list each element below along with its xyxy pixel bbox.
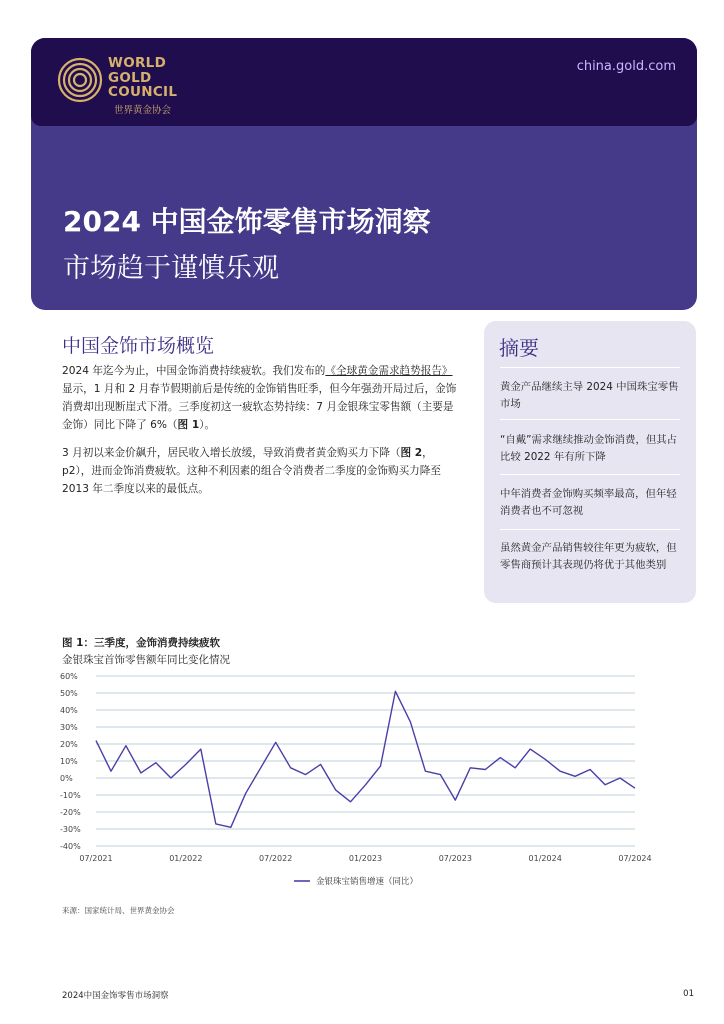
retail-growth-line-chart — [58, 668, 658, 898]
figure-title: 图 1：三季度，金饰消费持续疲软 — [62, 637, 220, 649]
logo-chinese-name: 世界黄金协会 — [114, 105, 172, 116]
logo-line-3: COUNCIL — [108, 84, 178, 100]
summary-divider — [500, 367, 680, 368]
x-tick-label: 01/2024 — [528, 854, 562, 863]
summary-item-4: 虽然黄金产品销售较往年更为疲软，但零售商预计其表现仍将优于其他类别 — [500, 542, 677, 571]
summary-heading: 摘要 — [499, 336, 539, 360]
x-tick-label: 07/2022 — [259, 854, 293, 863]
y-tick-label: 20% — [60, 740, 78, 749]
x-tick-label: 07/2021 — [79, 854, 113, 863]
x-tick-label: 01/2022 — [169, 854, 203, 863]
figure-subtitle: 金银珠宝首饰零售额年同比变化情况 — [62, 654, 230, 666]
page-subtitle: 市场趋于谨慎乐观 — [63, 253, 279, 284]
page-number: 01 — [683, 989, 694, 999]
p1-text-b: 显示，1 月和 2 月春节假期前后是传统的金饰销售旺季，但今年强劲开局过后，金饰消费却出现断崖式下滑。三季度初这一疲软态势持续：7 月金银珠宝零售额（主要是金饰）同比下降了 6%（ — [62, 383, 457, 431]
x-tick-label: 07/2023 — [438, 854, 472, 863]
summary-divider — [500, 529, 680, 530]
p2-text-b: ，p2），进而金饰消费疲软。这种不利因素的组合令消费者二季度的金饰购买力降至 2013 年二季度以来的最低点。 — [62, 447, 441, 495]
x-tick-label: 07/2024 — [618, 854, 652, 863]
summary-item-3: 中年消费者金饰购买频率最高，但年轻消费者也不可忽视 — [500, 488, 677, 517]
y-tick-label: 60% — [60, 672, 78, 681]
y-tick-label: -10% — [60, 791, 81, 800]
y-tick-label: 40% — [60, 706, 78, 715]
p2-text-a: 3 月初以来金价飙升，居民收入增长放缓，导致消费者黄金购买力下降（ — [62, 447, 401, 459]
gold-demand-trends-link[interactable]: 《全球黄金需求趋势报告》 — [325, 365, 453, 377]
p1-text-c: ）。 — [199, 419, 216, 431]
summary-divider — [500, 474, 680, 475]
summary-item-2: “自戴”需求继续推动金饰消费，但其占比较 2022 年有所下降 — [500, 434, 678, 463]
footer-title: 2024中国金饰零售市场洞察 — [62, 991, 169, 1001]
y-tick-label: -20% — [60, 808, 81, 817]
figure-1-ref: 图 1 — [177, 419, 200, 431]
page-title: 2024 中国金饰零售市场洞察 — [63, 205, 431, 238]
x-tick-label: 01/2023 — [348, 854, 383, 863]
p1-text-a: 2024 年迄今为止，中国金饰消费持续疲软。我们发布的 — [62, 365, 326, 377]
figure-2-ref: 图 2 — [400, 447, 423, 459]
site-link[interactable]: china.gold.com — [576, 59, 676, 74]
overview-paragraph-1 — [62, 362, 462, 434]
y-tick-label: -30% — [60, 825, 81, 834]
y-tick-label: 10% — [60, 757, 78, 766]
y-tick-label: 30% — [60, 723, 78, 732]
y-tick-label: 50% — [60, 689, 78, 698]
logo-ring-icon — [56, 56, 104, 104]
series-line-jewelry-growth — [96, 691, 635, 827]
y-tick-label: 0% — [60, 774, 73, 783]
summary-item-1: 黄金产品继续主导 2024 中国珠宝零售市场 — [500, 381, 679, 410]
world-gold-council-logo[interactable] — [56, 54, 206, 118]
logo-line-1: WORLD — [108, 55, 167, 71]
overview-paragraph-2 — [62, 444, 462, 498]
figure-source: 来源：国家统计局、世界黄金协会 — [62, 906, 175, 915]
legend-label: 金银珠宝销售增速（同比） — [316, 877, 419, 887]
y-tick-label: -40% — [60, 842, 81, 851]
logo-wordmark — [108, 56, 177, 100]
overview-heading: 中国金饰市场概览 — [62, 335, 215, 357]
logo-line-2: GOLD — [108, 69, 152, 86]
summary-divider — [500, 419, 680, 420]
